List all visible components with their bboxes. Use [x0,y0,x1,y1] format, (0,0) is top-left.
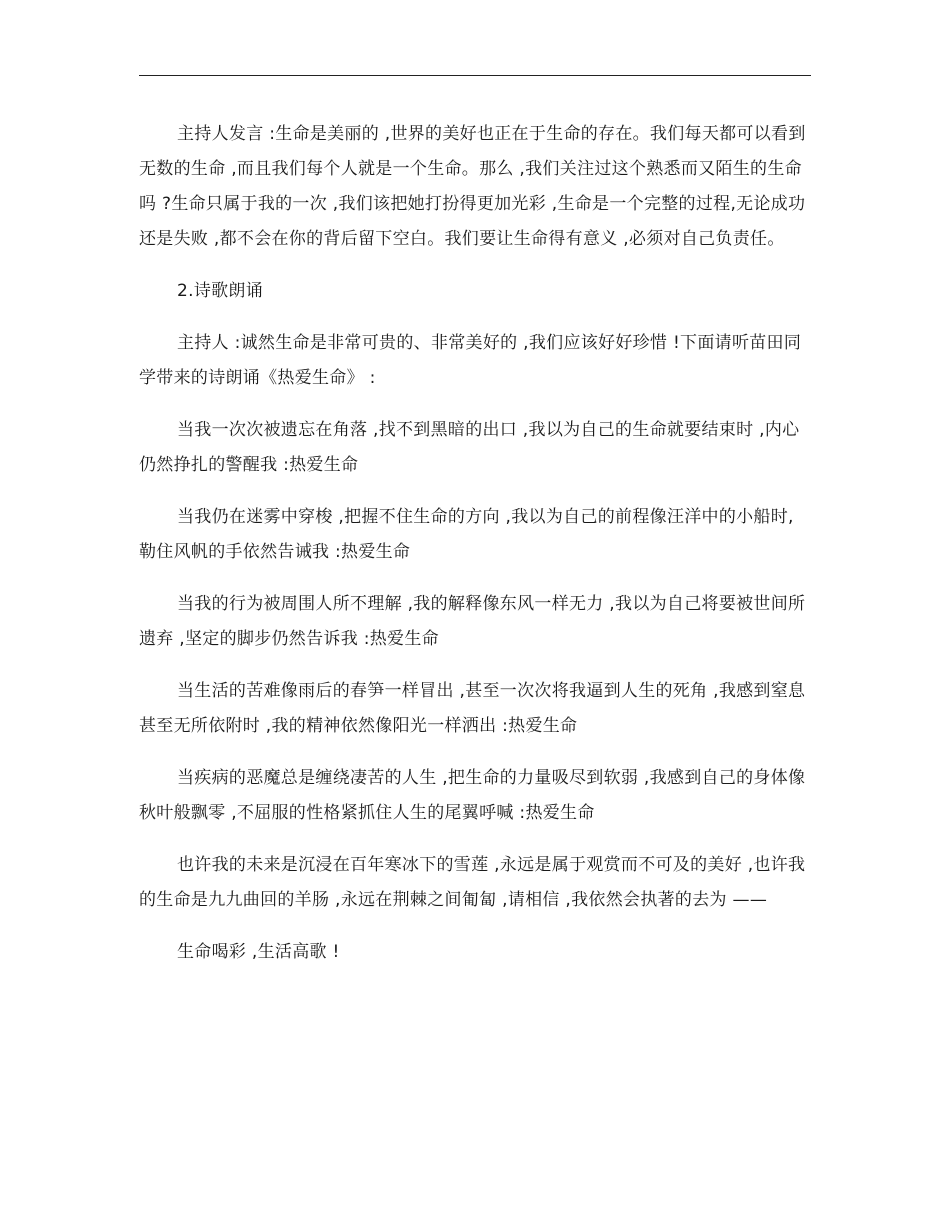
poem-stanza-3: 当我的行为被周围人所不理解 ,我的解释像东风一样无力 ,我以为自己将要被世间所遗弃 ,坚定的脚步仍然告诉我 :热爱生命 [139,594,806,649]
document-body [139,117,811,987]
poem-stanza-2: 当我仍在迷雾中穿梭 ,把握不住生命的方向 ,我以为自己的前程像汪洋中的小船时,勒住风帆的手依然告诫我 :热爱生命 [139,507,794,562]
poem-stanza-6: 也许我的未来是沉浸在百年寒冰下的雪莲 ,永远是属于观赏而不可及的美好 ,也许我的生命是九九曲回的羊肠 ,永远在荆棘之间匍匐 ,请相信 ,我依然会执著的去为 —— [139,855,806,910]
poem-stanza-4: 当生活的苦难像雨后的春笋一样冒出 ,甚至一次次将我逼到人生的死角 ,我感到窒息甚至无所依附时 ,我的精神依然像阳光一样洒出 :热爱生命 [139,681,806,736]
section-heading-poetry-recital: 2.诗歌朗诵 [177,281,264,301]
header-rule [139,75,811,76]
host-opening-paragraph: 主持人发言 :生命是美丽的 ,世界的美好也正在于生命的存在。我们每天都可以看到无数的生命 ,而且我们每个人就是一个生命。那么 ,我们关注过这个熟悉而又陌生的生命吗 ?生命只属于我的一次 ,我们该把她打扮得更加光彩 ,生命是一个完整的过程,无论成功还是失败 ,都不会在你的背后留下空白。我们要让生命得有意义 ,必须对自己负责任。 [139,124,806,249]
host-introduction-paragraph: 主持人 :诚然生命是非常可贵的、非常美好的 ,我们应该好好珍惜 !下面请听苗田同学带来的诗朗诵《热爱生命》 : [139,333,802,388]
poem-closing-line: 生命喝彩 ,生活高歌 ! [177,942,340,962]
poem-stanza-1: 当我一次次被遗忘在角落 ,找不到黑暗的出口 ,我以为自己的生命就要结束时 ,内心仍然挣扎的警醒我 :热爱生命 [139,420,800,475]
poem-stanza-5: 当疾病的恶魔总是缠绕凄苦的人生 ,把生命的力量吸尽到软弱 ,我感到自己的身体像秋叶般飘零 ,不屈服的性格紧抓住人生的尾翼呼喊 :热爱生命 [139,768,806,823]
